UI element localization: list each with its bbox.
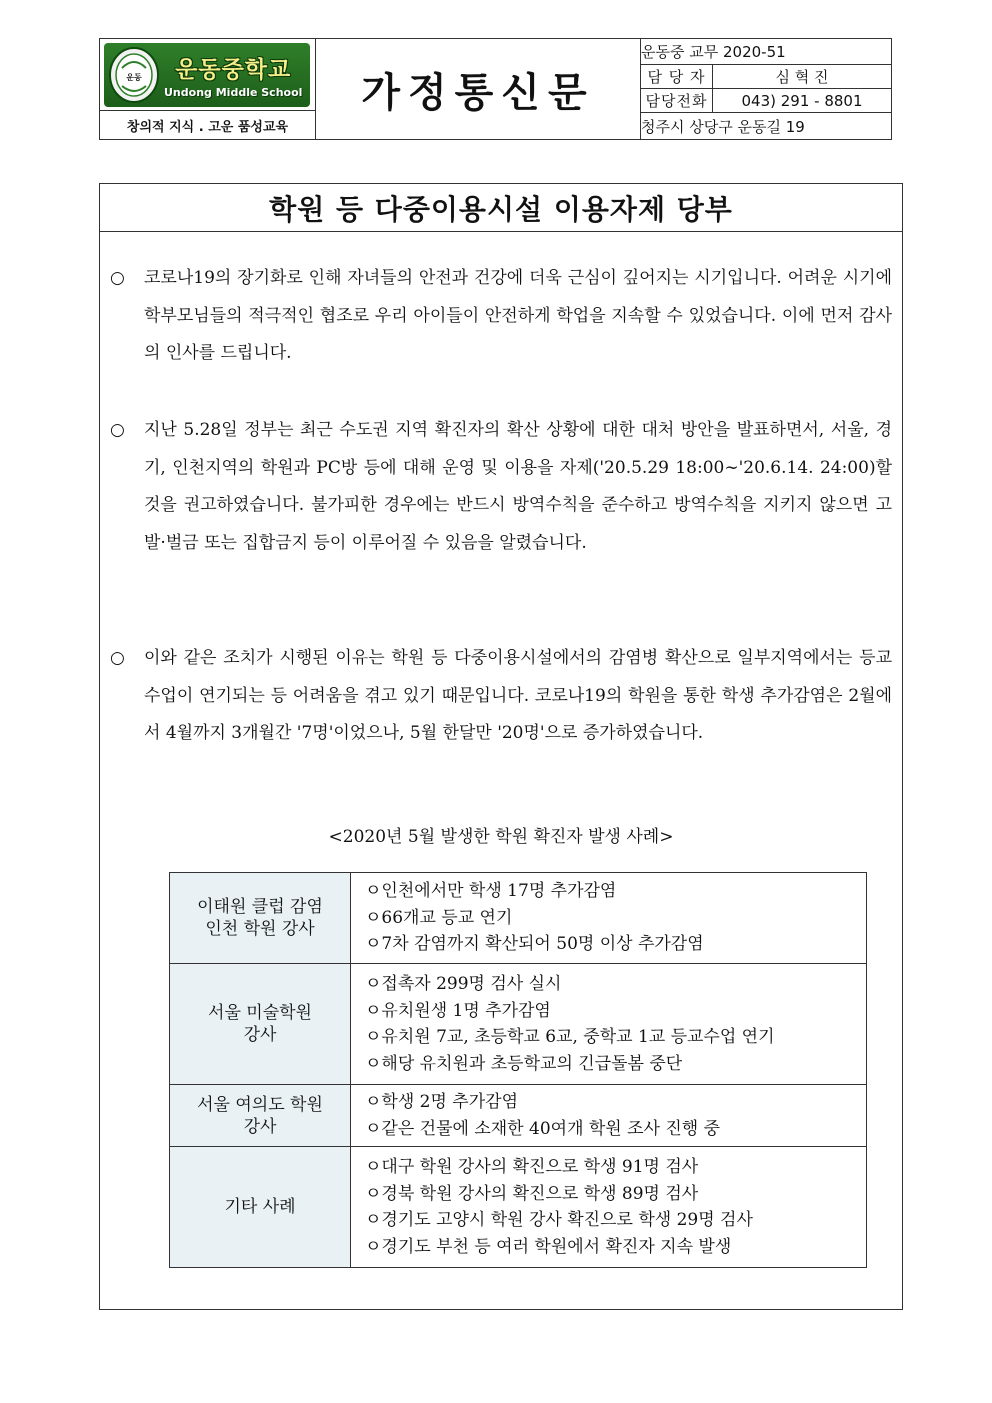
case-item: ㅇ66개교 등교 연기 <box>365 907 513 928</box>
doc-number-row <box>641 39 891 65</box>
case-label <box>170 964 351 1085</box>
manager-label: 담 당 자 <box>641 65 713 88</box>
case-item: ㅇ대구 학원 강사의 확진으로 학생 91명 검사 <box>365 1157 699 1177</box>
case-item: ㅇ학생 2명 추가감염 <box>365 1092 518 1112</box>
paragraph-text: 코로나19의 장기화로 인해 자녀들의 안전과 건강에 더욱 근심이 깊어지는 시기입니다. 어려운 시기에 학부모님들의 적극적인 협조로 우리 아이들이 안전하게 학업을 지속할 수 있었습니다. 이에 먼저 감사의 인사를 드립니다. <box>144 268 892 363</box>
school-logo <box>104 43 310 107</box>
paragraph-1 <box>110 260 892 373</box>
bullet-icon: ○ <box>110 420 125 440</box>
phone-label: 담당전화 <box>641 89 713 112</box>
phone-row <box>641 89 891 113</box>
case-label-line: 강사 <box>243 1025 277 1045</box>
case-label-line: 인천 학원 강사 <box>205 919 315 939</box>
case-item: ㅇ경기도 부천 등 여러 학원에서 확진자 지속 발생 <box>365 1236 732 1257</box>
school-emblem-icon <box>108 46 160 104</box>
case-label <box>170 873 351 964</box>
school-name: 운동중학교 <box>175 56 292 83</box>
table-row <box>170 964 867 1085</box>
school-address: 청주시 상당구 운동길 19 <box>641 117 805 136</box>
case-item: ㅇ인천에서만 학생 17명 추가감염 <box>365 881 617 902</box>
case-item: ㅇ7차 감염까지 확산되어 50명 이상 추가감염 <box>365 934 704 955</box>
case-items <box>351 1147 867 1268</box>
manager-value: 심 혁 진 <box>775 68 829 86</box>
paragraph-2 <box>110 412 892 562</box>
logo-cell <box>100 39 316 111</box>
case-label <box>170 1147 351 1268</box>
paragraph-text: 이와 같은 조치가 시행된 이유는 학원 등 다중이용시설에서의 감염병 확산으로 일부지역에서는 등교수업이 연기되는 등 어려움을 겪고 있기 때문입니다. 코로나19의 학원을 통한 학생 추가감염은 2월에서 4월까지 3개월간 '7명'이었으나, 5월 한달만 '20명'으로 증가하였습니다. <box>144 648 892 743</box>
paragraph-text: 지난 5.28일 정부는 최근 수도권 지역 확진자의 확산 상황에 대한 대처 방안을 발표하면서, 서울, 경기, 인천지역의 학원과 PC방 등에 대해 운영 및 이용을 자제('20.5.29 18:00∼'20.6.14. 24:00)할 것을 권고하였습니다. 불가피한 경우에는 반드시 방역수칙을 준수하고 방역수칙을 지키지 않으면 고발·벌금 또는 집합금지 등이 이루어질 수 있음을 알렸습니다. <box>144 420 892 553</box>
paragraph-3 <box>110 640 892 753</box>
table-row <box>170 1085 867 1147</box>
emblem-text: 운동 <box>126 72 142 82</box>
notice-title: 학원 등 다중이용시설 이용자제 당부 <box>100 184 902 232</box>
case-items <box>351 873 867 964</box>
bullet-icon: ○ <box>110 648 125 668</box>
table-caption: <2020년 5월 발생한 학원 확진자 발생 사례> <box>328 827 674 847</box>
case-item: ㅇ유치원생 1명 추가감염 <box>365 1000 551 1021</box>
doc-title-cell <box>316 39 641 139</box>
case-item: ㅇ경북 학원 강사의 확진으로 학생 89명 검사 <box>365 1183 699 1204</box>
case-items <box>351 1085 867 1147</box>
doc-info <box>641 39 891 139</box>
bullet-icon: ○ <box>110 268 125 288</box>
table-row <box>170 1147 867 1268</box>
case-items <box>351 964 867 1085</box>
school-motto: 창의적 지식 . 고운 품성교육 <box>100 111 316 139</box>
doc-title: 가정통신문 <box>361 69 595 116</box>
case-item: ㅇ접촉자 299명 검사 실시 <box>365 974 562 994</box>
address-row <box>641 113 891 139</box>
school-name-en: Undong Middle School <box>164 85 303 99</box>
table-row <box>170 873 867 964</box>
case-item: ㅇ유치원 7교, 초등학교 6교, 중학교 1교 등교수업 연기 <box>365 1027 775 1047</box>
case-label-line: 서울 미술학원 <box>208 1003 312 1023</box>
logo-texts <box>164 51 302 99</box>
case-label-line: 서울 여의도 학원 <box>197 1094 323 1115</box>
manager-row <box>641 65 891 89</box>
case-item: ㅇ해당 유치원과 초등학교의 긴급돌봄 중단 <box>365 1053 683 1074</box>
letterhead <box>99 38 892 140</box>
case-label-line: 이태원 클럽 감염 <box>197 897 323 917</box>
doc-number: 운동중 교무 2020-51 <box>641 43 786 61</box>
cases-table <box>169 872 867 1268</box>
case-label-line: 기타 사례 <box>224 1197 296 1217</box>
phone-value: 043) 291 - 8801 <box>741 91 863 110</box>
case-label-line: 강사 <box>243 1116 277 1137</box>
case-label <box>170 1085 351 1147</box>
case-item: ㅇ같은 건물에 소재한 40여개 학원 조사 진행 중 <box>365 1118 721 1139</box>
case-item: ㅇ경기도 고양시 학원 강사 확진으로 학생 29명 검사 <box>365 1210 753 1230</box>
notice-body <box>99 183 903 1310</box>
